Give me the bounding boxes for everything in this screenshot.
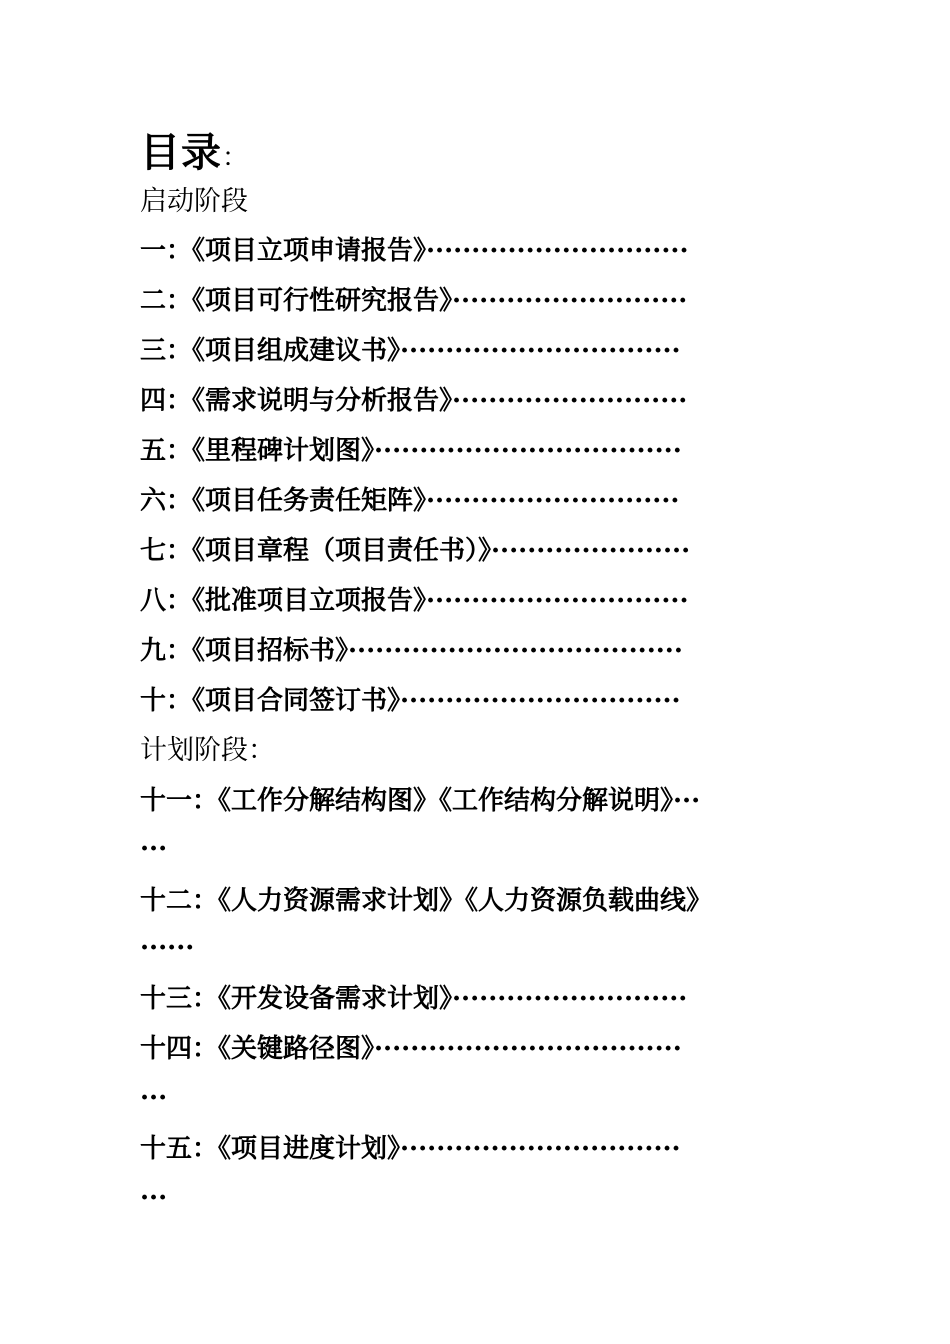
- toc-item-11: 十一：《工作分解结构图》《工作结构分解说明》···: [140, 786, 701, 816]
- toc-item-12: 十二：《人力资源需求计划》《人力资源负载曲线》: [140, 886, 713, 916]
- toc-item-14: 十四：《关键路径图》··································: [140, 1034, 682, 1064]
- toc-item-15: 十五：《项目进度计划》·······························: [140, 1134, 681, 1164]
- toc-item-3: 三：《项目组成建议书》·······························: [140, 336, 681, 366]
- toc-item-1: 一：《项目立项申请报告》·····························: [140, 236, 689, 266]
- toc-item-10: 十：《项目合同签订书》·······························: [140, 686, 681, 716]
- toc-title-text: 目录: [140, 129, 222, 176]
- section-heading-startup: 启动阶段: [140, 186, 248, 217]
- toc-item-5: 五：《里程碑计划图》··································: [140, 436, 682, 466]
- section-heading-planning: 计划阶段：: [140, 735, 275, 766]
- toc-item-7: 七：《项目章程（项目责任书）》······················: [140, 536, 691, 566]
- toc-item-6: 六：《项目任务责任矩阵》····························: [140, 486, 680, 516]
- toc-item-12-continuation: ······: [140, 933, 195, 963]
- toc-item-15-continuation: ···: [140, 1183, 168, 1213]
- toc-item-14-continuation: ···: [140, 1083, 168, 1113]
- toc-item-2: 二：《项目可行性研究报告》··························: [140, 286, 688, 316]
- toc-title: [140, 128, 249, 183]
- toc-item-13: 十三：《开发设备需求计划》··························: [140, 984, 688, 1014]
- toc-item-9: 九：《项目招标书》·····································: [140, 636, 683, 666]
- toc-item-11-continuation: ···: [140, 834, 168, 864]
- toc-item-4: 四：《需求说明与分析报告》··························: [140, 386, 688, 416]
- toc-title-colon: ：: [222, 143, 250, 173]
- toc-item-8: 八：《批准项目立项报告》·····························: [140, 586, 689, 616]
